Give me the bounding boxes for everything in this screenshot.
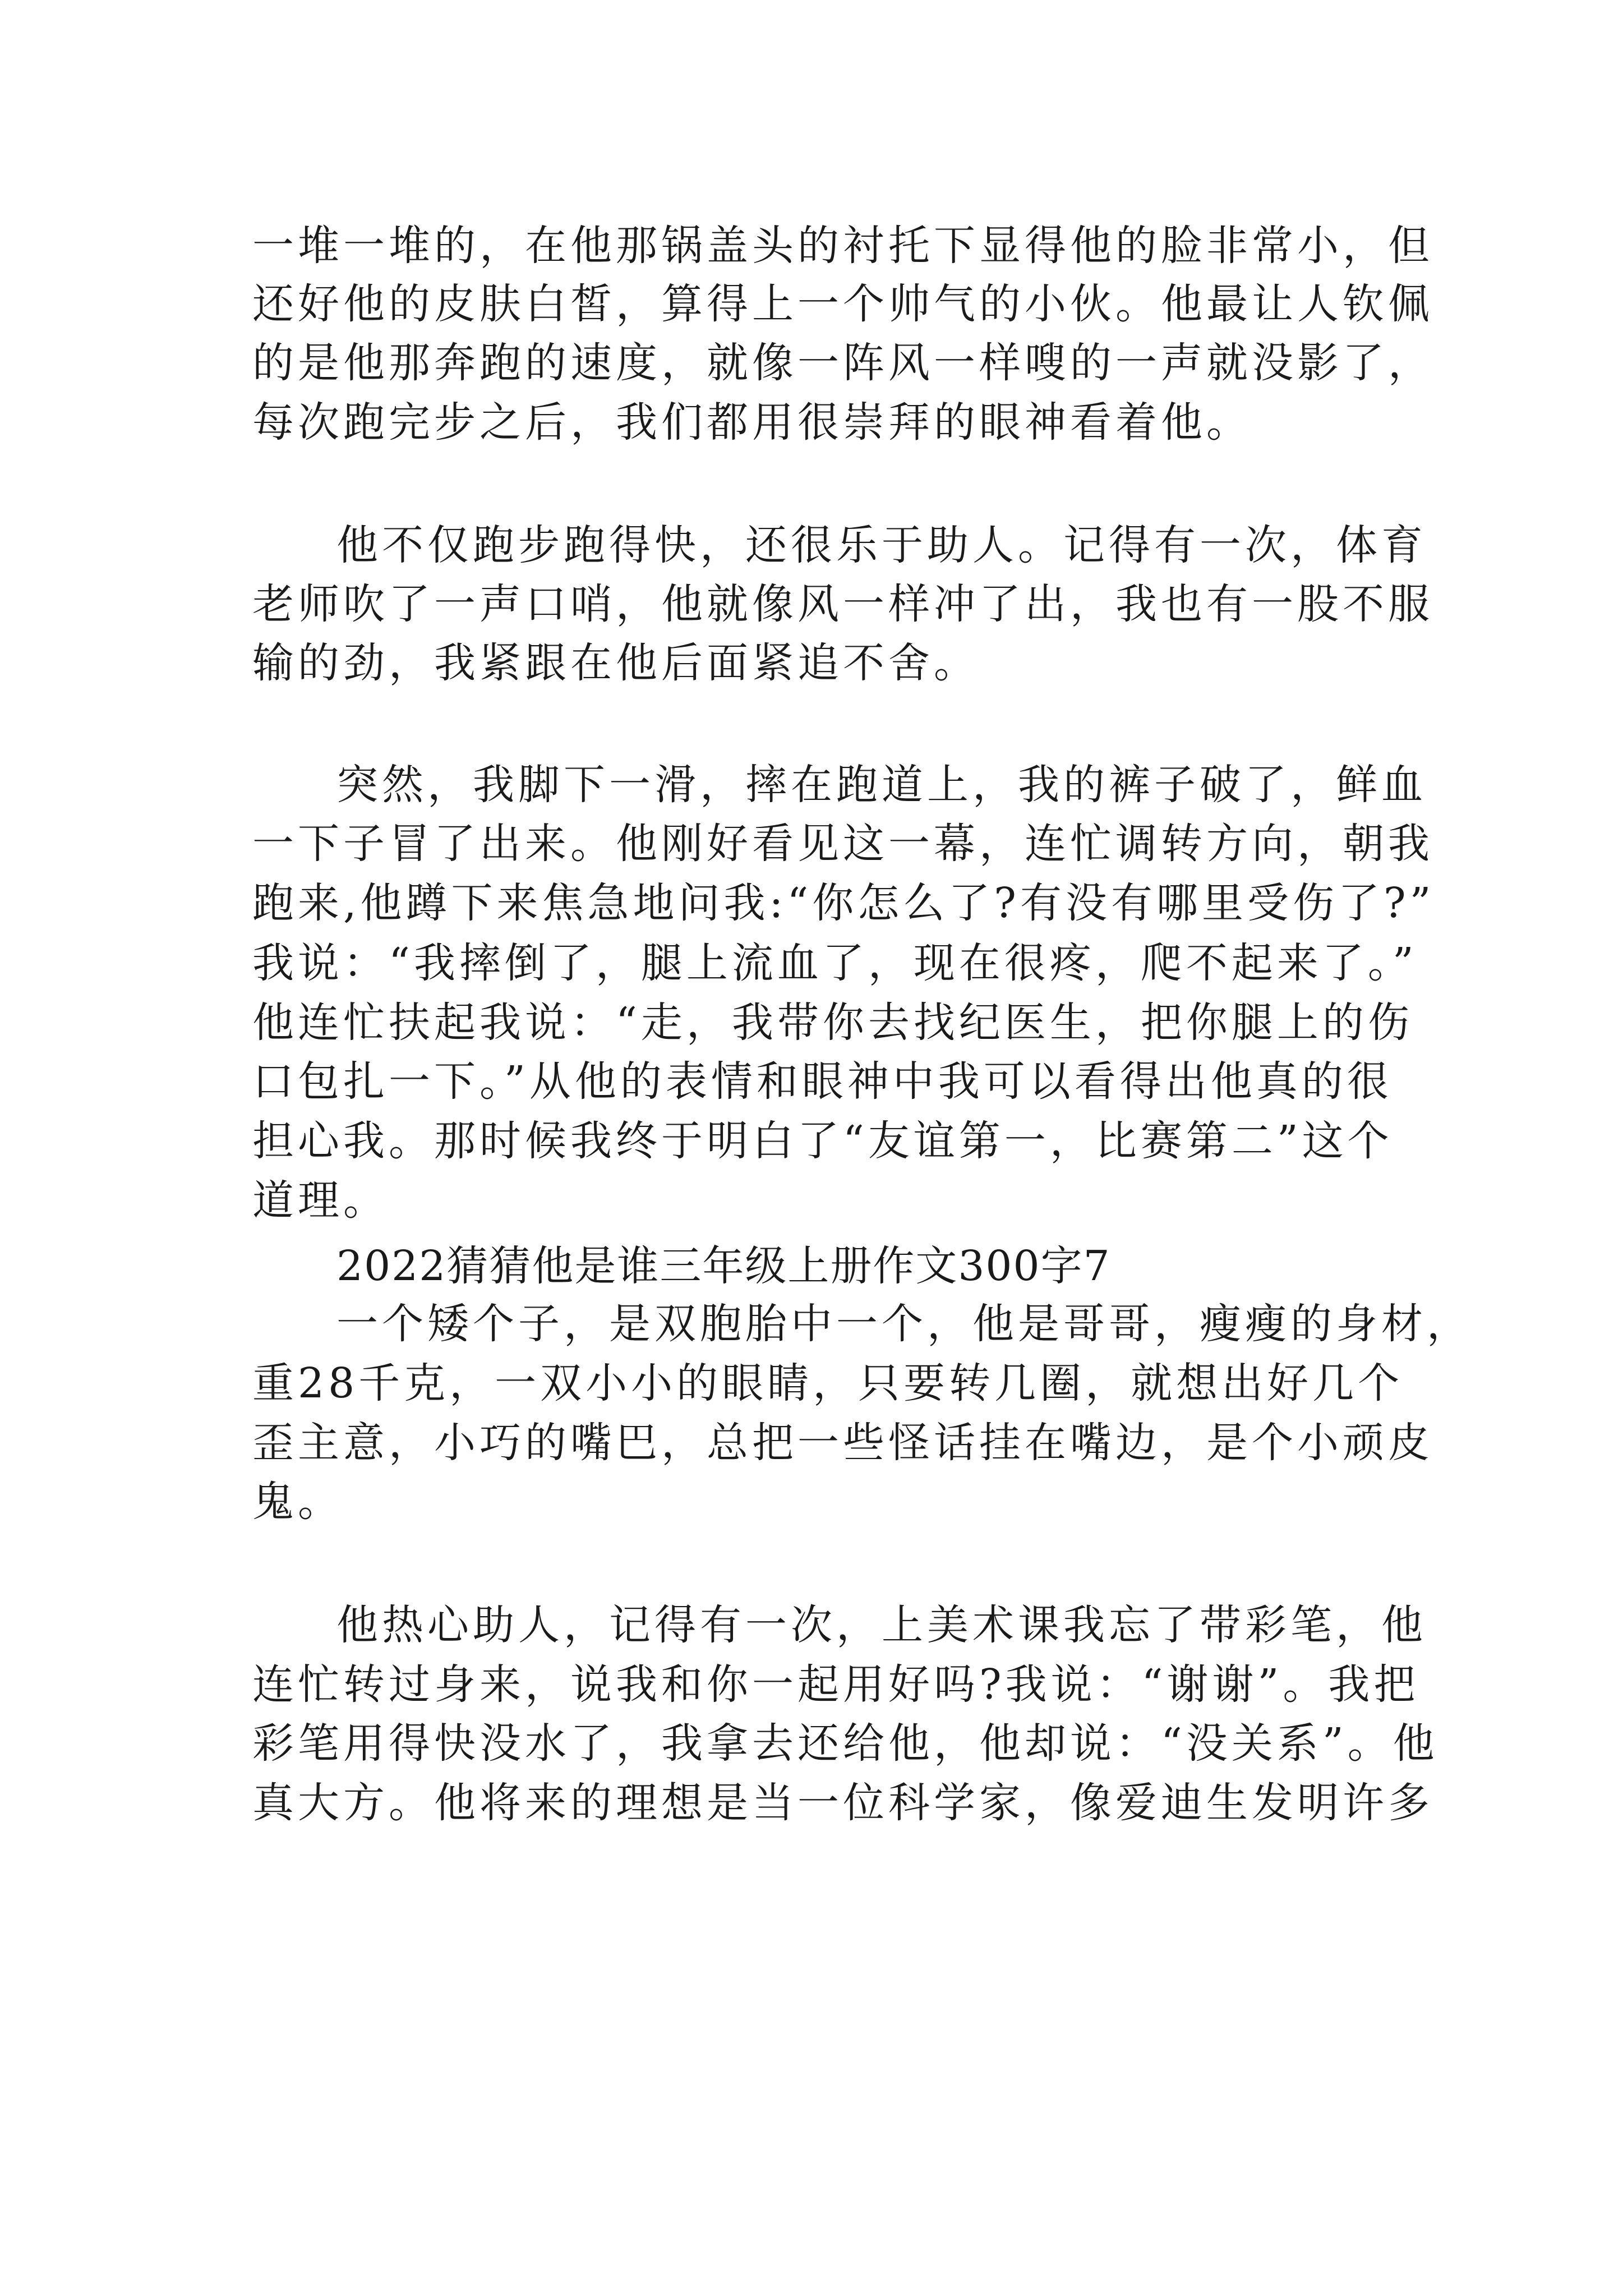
text-line: 一个矮个子，是双胞胎中一个，他是哥哥，瘦瘦的身材， xyxy=(336,1300,1472,1348)
text-line: 连忙转过身来，说我和你一起用好吗?我说：“谢谢”。我把 xyxy=(252,1660,1419,1709)
text-line: 老师吹了一声口哨，他就像风一样冲了出，我也有一股不服 xyxy=(252,580,1433,628)
section-heading: 2022猜猜他是谁三年级上册作文300字7 xyxy=(336,1242,1111,1290)
text-line: 鬼。 xyxy=(252,1478,343,1526)
text-line: 他连忙扶起我说：“走，我带你去找纪医生，把你腿上的伤 xyxy=(252,999,1413,1047)
text-line: 一堆一堆的，在他那锅盖头的衬托下显得他的脸非常小，但 xyxy=(252,222,1433,270)
text-line: 突然，我脚下一滑，摔在跑道上，我的裤子破了，鲜血 xyxy=(336,761,1427,809)
text-line: 跑来,他蹲下来焦急地问我:“你怎么了?有没有哪里受伤了?” xyxy=(252,879,1435,927)
text-line: 真大方。他将来的理想是当一位科学家，像爱迪生发明许多 xyxy=(252,1779,1433,1827)
text-line: 的是他那奔跑的速度，就像一阵风一样嗖的一声就没影了， xyxy=(252,339,1433,387)
text-line: 担心我。那时候我终于明白了“友谊第一，比赛第二”这个 xyxy=(252,1117,1393,1165)
text-line: 一下子冒了出来。他刚好看见这一幕，连忙调转方向，朝我 xyxy=(252,820,1433,868)
text-line: 彩笔用得快没水了，我拿去还给他，他却说：“没关系”。他 xyxy=(252,1719,1438,1768)
text-line: 口包扎一下。”从他的表情和眼神中我可以看得出他真的很 xyxy=(252,1057,1393,1106)
text-line: 他不仅跑步跑得快，还很乐于助人。记得有一次，体育 xyxy=(336,521,1427,569)
text-line: 他热心助人，记得有一次，上美术课我忘了带彩笔，他 xyxy=(336,1601,1427,1649)
text-line: 歪主意，小巧的嘴巴，总把一些怪话挂在嘴边，是个小顽皮 xyxy=(252,1419,1433,1467)
text-line: 我说：“我摔倒了，腿上流血了，现在很疼，爬不起来了。” xyxy=(252,939,1418,987)
text-line: 每次跑完步之后，我们都用很崇拜的眼神看着他。 xyxy=(252,398,1252,447)
text-line: 重28千克，一双小小的眼睛，只要转几圈，就想出好几个 xyxy=(252,1359,1404,1407)
text-line: 输的劲，我紧跟在他后面紧追不舍。 xyxy=(252,639,979,687)
text-line: 道理。 xyxy=(252,1176,389,1225)
text-line: 还好他的皮肤白皙，算得上一个帅气的小伙。他最让人钦佩 xyxy=(252,280,1433,328)
